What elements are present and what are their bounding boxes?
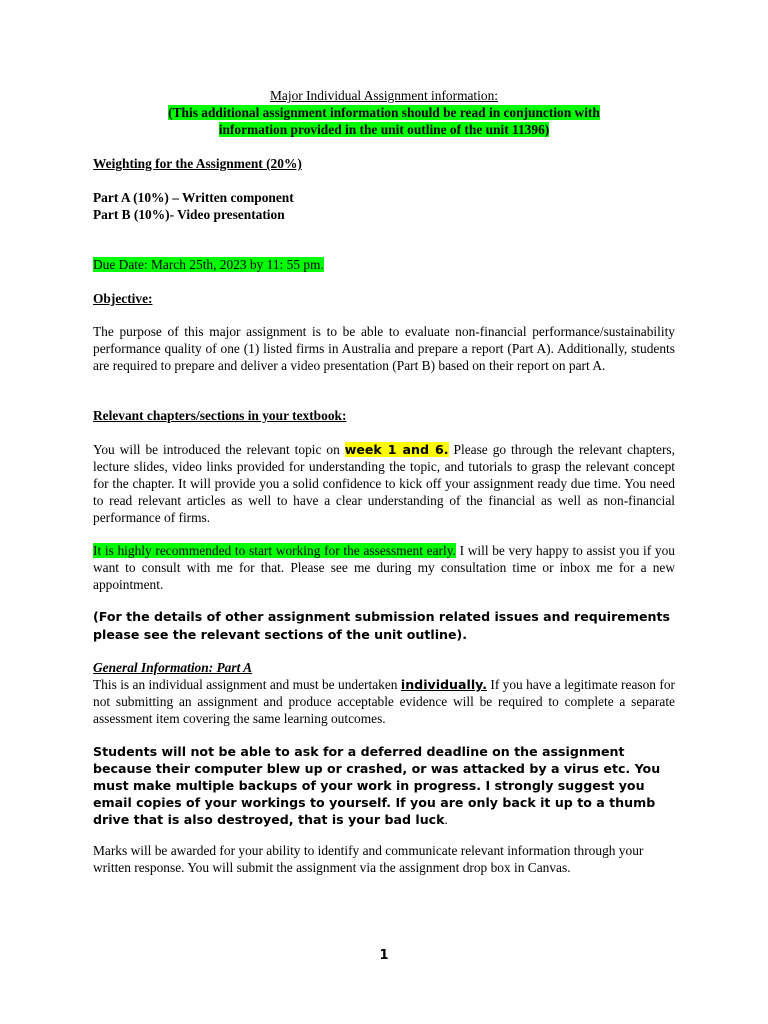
title-note-line1: (This additional assignment information should be read in conjunction with — [168, 105, 600, 120]
due-date: Due Date: March 25th, 2023 by 11: 55 pm. — [93, 257, 324, 272]
page-number: 1 — [379, 948, 389, 963]
general-heading: General Information: Part A — [93, 660, 253, 675]
recommend-paragraph: It is highly recommended to start working for the assessment early. I will be very happy to assist you if you want to consult with me for that. Please see me during my consultation time or inbox me for a new appointment. — [93, 543, 675, 592]
weighting-part-b: Part B (10%)- Video presentation — [93, 207, 285, 222]
weighting-part-a: Part A (10%) – Written component — [93, 190, 294, 205]
individually-emphasis: individually. — [400, 677, 487, 692]
details-note: (For the details of other assignment submission related issues and requirements please see the relevant sections of the unit outline). — [93, 609, 670, 642]
weeks-highlight: week 1 and 6. — [344, 442, 449, 457]
title-note-line2: information provided in the unit outline of the unit 11396) — [218, 122, 550, 137]
document-title — [0, 87, 768, 104]
chapters-paragraph: You will be introduced the relevant topic on week 1 and 6. Please go through the relevant chapters, lecture slides, video links provided for understanding the topic, and tutorials to grasp the relevant concept for the chapter. It will provide you a solid confidence to kick off your assignment ready due time. You need to read relevant articles as well to have a clear understanding of the financial as well as non-financial performance of firms. — [93, 442, 675, 525]
warning-paragraph: Students will not be able to ask for a deferred deadline on the assignment because their computer blew up or crashed, or was attacked by a virus etc. You must make multiple backups of your work in progress. I strongly suggest you email copies of your workings to yourself. If you are only back it up to a thumb drive that is also destroyed, that is your bad luck. — [93, 744, 661, 827]
recommend-highlight: It is highly recommended to start working for the assessment early. — [93, 543, 456, 558]
general-paragraph: This is an individual assignment and must be undertaken individually. If you have a legitimate reason for not submitting an assignment and produce acceptable evidence will be required to complete a separate assessment item covering the same learning outcomes. — [93, 677, 676, 726]
chapters-heading: Relevant chapters/sections in your textbook: — [93, 408, 347, 423]
weighting-heading: Weighting for the Assignment (20%) — [93, 156, 302, 171]
title-heading: Major Individual Assignment information: — [270, 88, 498, 103]
objective-paragraph: The purpose of this major assignment is to be able to evaluate non-financial performance/sustainability performance quality of one (1) listed firms in Australia and prepare a report (Part A). Additionally, students are required to prepare and deliver a video presentation (Part B) based on their report on part A. — [93, 324, 675, 373]
marks-paragraph: Marks will be awarded for your ability to identify and communicate relevant information through your written response. You will submit the assignment via the assignment drop box in Canvas. — [93, 843, 644, 875]
objective-heading: Objective: — [93, 291, 153, 306]
